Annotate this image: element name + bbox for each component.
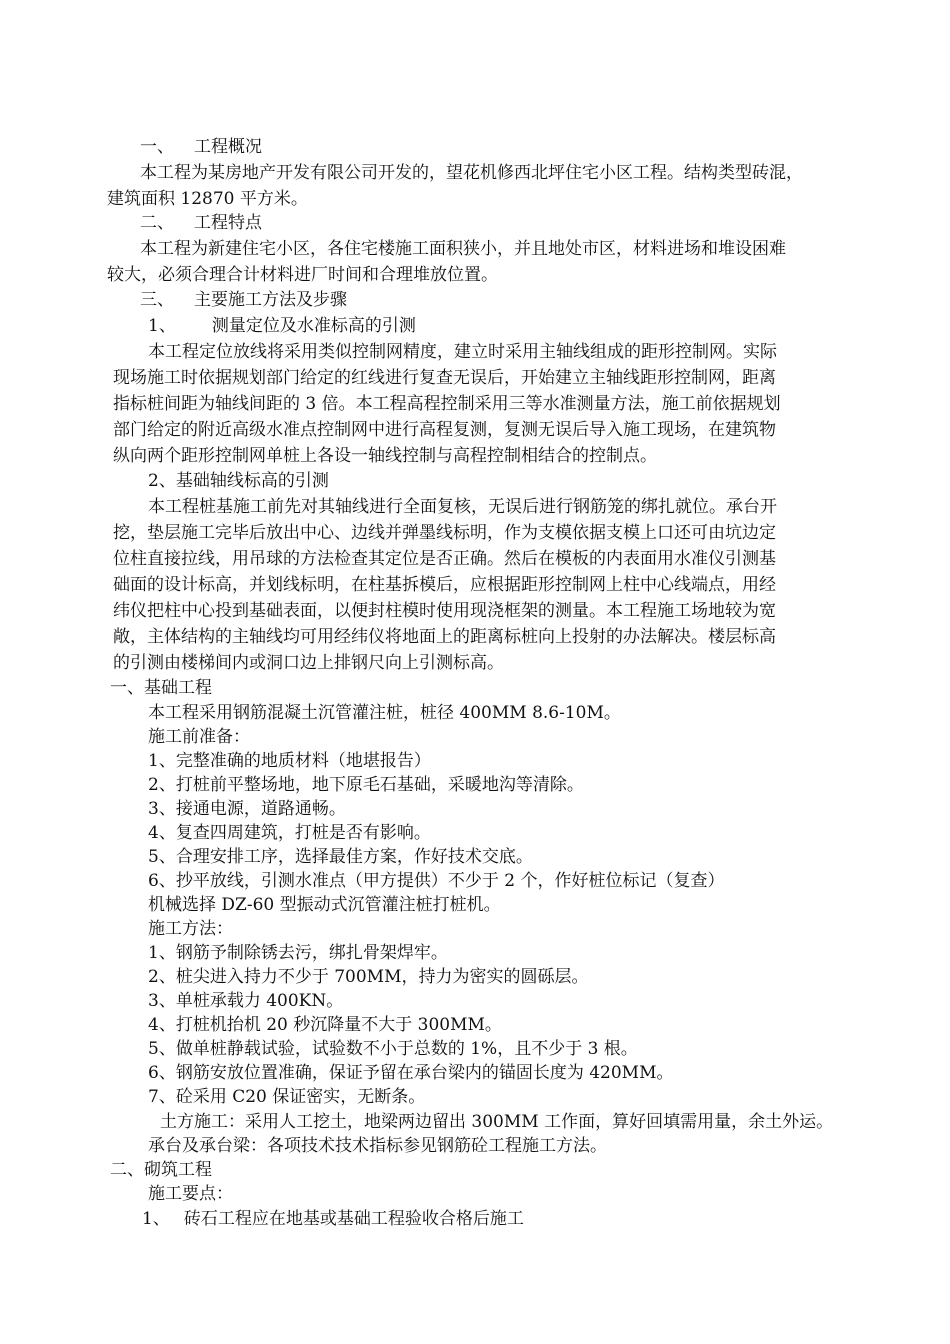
section-heading: 二、砌筑工程: [110, 1160, 212, 1180]
paragraph-line: 本工程定位放线将采用类似控制网精度，建立时采用主轴线组成的距形控制网。实际: [148, 342, 777, 362]
list-item: 3、接通电源，道路通畅。: [148, 799, 346, 819]
paragraph-line: 挖，垫层施工完毕后放出中心、边线并弹墨线标明，作为支模依据支模上口还可由坑边定: [113, 523, 776, 543]
heading-text: 工程概况: [194, 137, 262, 157]
list-number: 1、: [142, 1209, 170, 1229]
paragraph-line: 本工程为某房地产开发有限公司开发的，望花机修西北坪住宅小区工程。结构类型砖混，: [140, 163, 803, 183]
paragraph-line: 承台及承台梁：各项技术技术指标参见钢筋砼工程施工方法。: [148, 1136, 607, 1156]
paragraph-line: 位柱直接拉线，用吊球的方法检查其定位是否正确。然后在模板的内表面用水准仪引测基: [113, 549, 776, 569]
paragraph-line: 土方施工：采用人工挖土，地梁两边留出 300MM 工作面，算好回填需用量，余土外运。: [160, 1112, 834, 1132]
paragraph-line: 纬仪把柱中心投到基础表面，以便封柱模时使用现浇框架的测量。本工程施工场地较为宽: [113, 601, 776, 621]
section-heading: [0, 287, 950, 313]
list-item: 5、合理安排工序，选择最佳方案，作好技术交底。: [148, 847, 533, 867]
subsection-title: 测量定位及水准标高的引测: [211, 316, 416, 336]
heading-number: 一、: [140, 137, 174, 157]
subsection-title: 2、基础轴线标高的引测: [148, 471, 329, 491]
list-item: 7、砼采用 C20 保证密实，无断条。: [148, 1087, 426, 1107]
section-heading: [0, 210, 950, 236]
paragraph-line: 机械选择 DZ-60 型振动式沉管灌注桩打桩机。: [148, 895, 501, 915]
heading-number: 二、: [140, 213, 174, 233]
paragraph-line: 纵向两个距形控制网单桩上各设一轴线控制与高程控制相结合的控制点。: [113, 446, 657, 466]
list-item: 2、桩尖进入持力不少于 700MM，持力为密实的圆砾层。: [148, 967, 589, 987]
paragraph-line: 本工程采用钢筋混凝土沉管灌注桩，桩径 400MM 8.6-10M。: [148, 703, 621, 723]
list-title: 施工前准备：: [148, 727, 250, 747]
paragraph-line: 敞，主体结构的主轴线均可用经纬仪将地面上的距离标桩向上投射的办法解决。楼层标高: [113, 627, 776, 647]
list-item: 5、做单桩静载试验，试验数不小于总数的 1%，且不少于 3 根。: [148, 1039, 638, 1059]
list-item: 4、复查四周建筑，打桩是否有影响。: [148, 823, 431, 843]
list-item: 1、钢筋予制除锈去污，绑扎骨架焊牢。: [148, 943, 448, 963]
list-title: 施工方法：: [148, 919, 233, 939]
subsection-number: 1、: [148, 316, 176, 336]
paragraph-line: 现场施工时依据规划部门给定的红线进行复查无误后，开始建立主轴线距形控制网，距离: [113, 368, 776, 388]
paragraph-line: 建筑面积 12870 平方米。: [107, 189, 308, 209]
list-item: 6、抄平放线，引测水准点（甲方提供）不少于 2 个，作好桩位标记（复查）: [148, 871, 725, 891]
paragraph-line: 本工程桩基施工前先对其轴线进行全面复核，无误后进行钢筋笼的绑扎就位。承台开: [148, 497, 777, 517]
heading-text: 工程特点: [194, 213, 262, 233]
list-item: 1、完整准确的地质材料（地堪报告）: [148, 751, 431, 771]
paragraph-line: 础面的设计标高，并划线标明，在柱基拆模后，应根据距形控制网上柱中心线端点，用经: [113, 575, 776, 595]
list-item: 2、打桩前平整场地，地下原毛石基础，采暖地沟等清除。: [148, 775, 584, 795]
section-heading: 一、基础工程: [110, 678, 212, 698]
section-heading: [0, 134, 950, 160]
heading-number: 三、: [140, 290, 174, 310]
paragraph-line: 的引测由楼梯间内或洞口边上排钢尺向上引测标高。: [113, 653, 504, 673]
list-item: 3、单桩承载力 400KN。: [148, 991, 344, 1011]
paragraph-line: 本工程为新建住宅小区，各住宅楼施工面积狭小，并且地处市区，材料进场和堆设困难: [140, 239, 786, 259]
paragraph-line: 指标桩间距为轴线间距的 3 倍。本工程高程控制采用三等水准测量方法，施工前依据规划: [113, 394, 781, 414]
list-item: 6、钢筋安放位置准确，保证予留在承台梁内的锚固长度为 420MM。: [148, 1063, 674, 1083]
subsection-heading: [0, 313, 950, 339]
list-text: 砖石工程应在地基或基础工程验收合格后施工: [183, 1209, 524, 1229]
paragraph-line: 较大，必须合理合计材料进厂时间和合理堆放位置。: [107, 265, 498, 285]
heading-text: 主要施工方法及步骤: [194, 290, 347, 310]
list-title: 施工要点：: [148, 1184, 233, 1204]
subsection-heading: [0, 468, 950, 494]
list-item: [0, 1206, 950, 1232]
paragraph-line: 部门给定的附近高级水准点控制网中进行高程复测，复测无误后导入施工现场，在建筑物: [113, 420, 776, 440]
list-item: 4、打桩机抬机 20 秒沉降量不大于 300MM。: [148, 1015, 502, 1035]
